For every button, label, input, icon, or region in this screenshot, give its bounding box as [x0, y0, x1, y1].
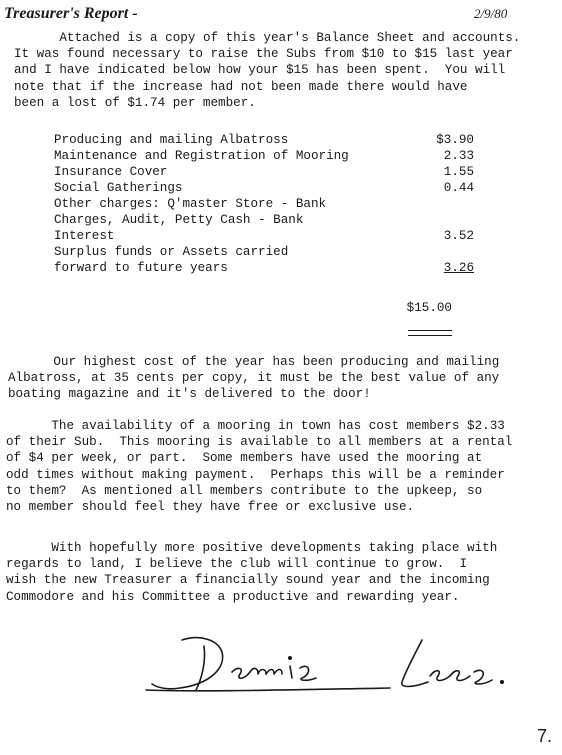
expense-row: [54, 132, 474, 148]
report-date: 2/9/80: [474, 6, 508, 21]
expense-amount: 3.52: [443, 229, 474, 243]
page-number: 7.: [537, 726, 553, 746]
expense-amount: $3.90: [436, 133, 474, 147]
expense-row: [54, 260, 474, 276]
report-title: Treasurer's Report -: [4, 5, 138, 22]
expense-label: Surplus funds or Assets carried: [54, 245, 289, 259]
handwritten-signature: [140, 622, 540, 702]
albatross-paragraph: Our highest cost of the year has been producing and mailing Albatross, at 35 cents per copy, it must be the best value of any boating magazine and it's delivered to the door!: [8, 355, 500, 402]
expense-row: [54, 228, 474, 244]
expense-row: [54, 244, 474, 260]
total-amount: $15.00: [406, 301, 452, 315]
expense-row: [54, 212, 474, 228]
expense-label: Producing and mailing Albatross: [54, 133, 289, 147]
intro-paragraph: Attached is a copy of this year's Balance Sheet and accounts. It was found necessary to raise the Subs from $10 to $15 last year and I have indicated below how your $15 has been spent. You will note that if the increase had not been made there would have been a lost of $1.74 per member.: [14, 31, 521, 110]
expense-label: Insurance Cover: [54, 165, 168, 179]
expense-row: [54, 148, 474, 164]
double-underline: [408, 330, 452, 336]
expense-row: [54, 196, 474, 212]
expense-label: Social Gatherings: [54, 181, 183, 195]
expense-label: Other charges: Q'master Store - Bank: [54, 197, 327, 211]
expense-row: [54, 164, 474, 180]
mooring-paragraph: The availability of a mooring in town has cost members $2.33 of their Sub. This mooring is available to all members at a rental of $4 per week, or part. Some members have used the mooring at odd times without making payment. Perhaps this will be a reminder to them? As mentioned all members contribute to the upkeep, so no member should feel they have free or exclusive use.: [6, 419, 513, 515]
expense-row: [54, 180, 474, 196]
expense-label: forward to future years: [54, 261, 228, 275]
expense-label: Interest: [54, 229, 115, 243]
expense-amount: 3.26: [443, 261, 474, 275]
expense-amount: 0.44: [443, 181, 474, 195]
expense-amount: 1.55: [443, 165, 474, 179]
expense-amount: 2.33: [443, 149, 474, 163]
expense-label: Maintenance and Registration of Mooring: [54, 149, 349, 163]
expense-list: [54, 132, 474, 276]
closing-paragraph: With hopefully more positive developments taking place with regards to land, I believe the club will continue to grow. I wish the new Treasurer a financially sound year and the incoming Commodore and his Committee a productive and rewarding year.: [6, 541, 498, 604]
expense-label: Charges, Audit, Petty Cash - Bank: [54, 213, 304, 227]
